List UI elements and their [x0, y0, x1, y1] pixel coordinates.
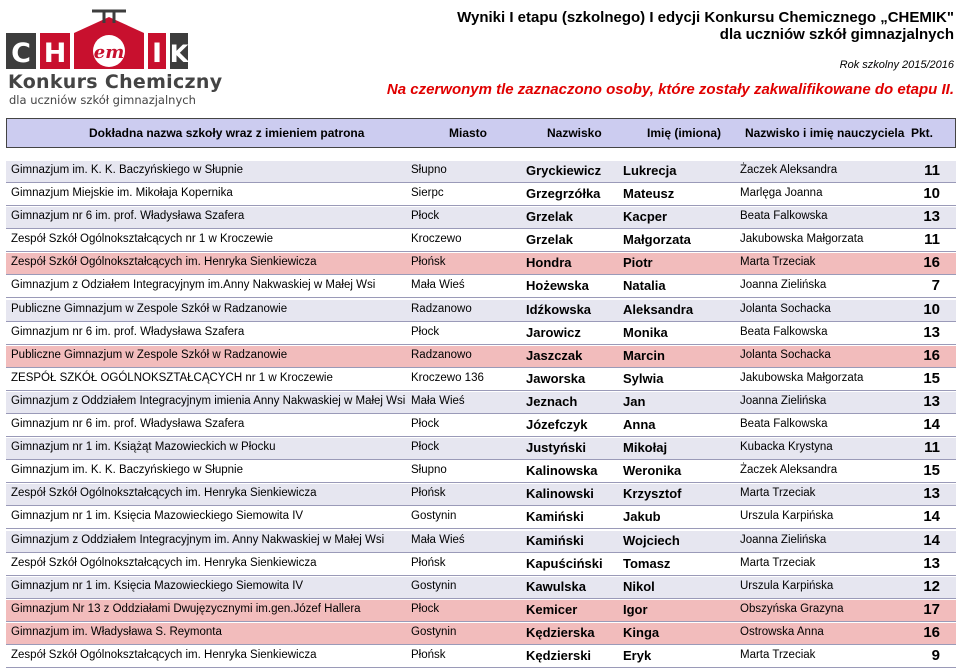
table-row	[6, 461, 956, 483]
surname-cell: Kamiński	[526, 509, 584, 525]
surname-cell: Kawulska	[526, 578, 586, 594]
points-cell: 13	[923, 392, 940, 410]
logo-letter-h: H	[43, 38, 67, 69]
teacher-cell: Jolanta Sochacka	[740, 302, 831, 315]
city-cell: Płock	[411, 418, 440, 431]
school-cell: Gimnazjum im. K. K. Baczyńskiego w Słupnie	[11, 164, 244, 176]
city-cell: Radzanowo	[411, 302, 472, 315]
school-cell: Gimnazjum z Oddziałem Integracyjnym im. Anny Nakwaskiej w Małej Wsi	[11, 533, 385, 546]
city-cell: Kroczewo 136	[411, 371, 484, 384]
name-cell: Weronika	[623, 463, 682, 479]
points-cell: 13	[923, 323, 940, 341]
teacher-cell: Marta Trzeciak	[740, 556, 816, 569]
points-cell: 15	[923, 462, 940, 480]
logo-letter-em: em	[93, 42, 125, 63]
surname-cell: Grzelak	[526, 232, 573, 248]
teacher-cell: Joanna Zielińska	[740, 279, 827, 292]
table-row	[6, 438, 956, 460]
col-teacher: Nazwisko i imię nauczyciela	[745, 126, 905, 140]
table-row	[6, 230, 956, 252]
teacher-cell: Ostrowska Anna	[740, 625, 824, 638]
teacher-cell: Jakubowska Małgorzata	[740, 233, 864, 246]
name-cell: Aleksandra	[623, 301, 694, 317]
surname-cell: Justyński	[526, 440, 586, 456]
name-cell: Monika	[623, 324, 668, 340]
surname-cell: Jarowicz	[526, 324, 581, 340]
table-row	[6, 646, 956, 668]
name-cell: Tomasz	[623, 555, 671, 571]
surname-cell: Grzelak	[526, 209, 573, 225]
school-cell: Zespół Szkół Ogólnokształcących im. Henryka Sienkiewicza	[11, 256, 317, 269]
school-cell: ZESPÓŁ SZKÓŁ OGÓLNOKSZTAŁCĄCYCH nr 1 w Kroczewie	[11, 371, 333, 384]
surname-cell: Kemicer	[526, 601, 578, 617]
points-cell: 13	[923, 554, 940, 572]
teacher-cell: Urszula Karpińska	[740, 510, 834, 523]
table-row	[6, 207, 956, 229]
teacher-cell: Jakubowska Małgorzata	[740, 371, 864, 384]
teacher-cell: Marta Trzeciak	[740, 648, 816, 661]
logo-letters	[4, 3, 190, 71]
school-cell: Publiczne Gimnazjum w Zespole Szkół w Radzanowie	[11, 302, 288, 315]
city-cell: Mała Wieś	[411, 533, 465, 546]
surname-cell: Kędzierska	[526, 624, 595, 640]
school-cell: Gimnazjum nr 6 im. prof. Władysława Szafera	[11, 210, 245, 223]
name-cell: Krzysztof	[623, 486, 682, 502]
points-cell: 16	[923, 254, 940, 272]
page-title	[457, 9, 954, 43]
logo-letter-c: C	[11, 38, 31, 69]
city-cell: Płock	[411, 441, 440, 454]
name-cell: Małgorzata	[623, 232, 691, 248]
table-row	[6, 554, 956, 576]
surname-cell: Kędzierski	[526, 647, 592, 663]
school-cell: Gimnazjum nr 1 im. Książąt Mazowieckich w Płocku	[11, 441, 276, 454]
school-cell: Gimnazjum nr 6 im. prof. Władysława Szafera	[11, 325, 245, 338]
name-cell: Jan	[623, 393, 646, 409]
city-cell: Płońsk	[411, 256, 446, 269]
logo-letter-k: K	[169, 40, 189, 68]
table-row	[6, 531, 956, 553]
chemik-logo	[4, 3, 223, 107]
name-cell: Jakub	[623, 509, 661, 525]
points-cell: 16	[923, 623, 940, 641]
city-cell: Mała Wieś	[411, 394, 465, 407]
teacher-cell: Żaczek Aleksandra	[740, 164, 838, 176]
name-cell: Anna	[623, 417, 656, 433]
city-cell: Sierpc	[411, 187, 444, 200]
table-row-qualified	[6, 346, 956, 368]
logo-letter-i: I	[151, 38, 163, 69]
teacher-cell: Jolanta Sochacka	[740, 348, 831, 361]
surname-cell: Idźkowska	[526, 301, 592, 317]
table-row	[6, 507, 956, 529]
name-cell: Natalia	[623, 278, 666, 294]
points-cell: 14	[923, 416, 940, 434]
teacher-cell: Obszyńska Grazyna	[740, 602, 844, 615]
name-cell: Nikol	[623, 578, 655, 594]
teacher-cell: Beata Falkowska	[740, 210, 828, 223]
name-cell: Wojciech	[623, 532, 680, 548]
teacher-cell: Marta Trzeciak	[740, 487, 816, 500]
col-school: Dokładna nazwa szkoły wraz z imieniem patrona	[89, 126, 365, 140]
city-cell: Kroczewo	[411, 233, 462, 246]
surname-cell: Jeznach	[526, 393, 578, 409]
table-row-qualified	[6, 600, 956, 622]
points-cell: 16	[923, 346, 940, 364]
school-cell: Zespół Szkół Ogólnokształcących im. Henryka Sienkiewicza	[11, 487, 317, 500]
city-cell: Płock	[411, 602, 440, 615]
table-row	[6, 369, 956, 391]
title-line-2: dla uczniów szkół gimnazjalnych	[719, 26, 954, 43]
points-cell: 14	[923, 508, 940, 526]
name-cell: Piotr	[623, 255, 653, 271]
school-cell: Gimnazjum im. K. K. Baczyńskiego w Słupnie	[11, 464, 244, 477]
name-cell: Lukrecja	[623, 163, 677, 178]
table-row	[6, 323, 956, 345]
school-year: Rok szkolny 2015/2016	[839, 59, 954, 71]
col-name: Imię (imiona)	[647, 126, 722, 140]
points-cell: 11	[924, 162, 940, 179]
city-cell: Płońsk	[411, 648, 446, 661]
col-city: Miasto	[449, 126, 488, 140]
table-row	[6, 161, 956, 183]
title-line-1: Wyniki I etapu (szkolnego) I edycji Konkursu Chemicznego „CHEMIK"	[457, 9, 954, 26]
points-cell: 14	[923, 531, 940, 549]
surname-cell: Kalinowska	[526, 463, 598, 479]
school-cell: Zespół Szkół Ogólnokształcących im. Henryka Sienkiewicza	[11, 648, 317, 661]
points-cell: 13	[923, 208, 940, 226]
surname-cell: Hożewska	[526, 278, 589, 294]
school-cell: Zespół Szkół Ogólnokształcących im. Henryka Sienkiewicza	[11, 556, 317, 569]
results-table	[6, 161, 956, 669]
city-cell: Słupno	[411, 164, 447, 176]
city-cell: Słupno	[411, 464, 447, 477]
teacher-cell: Joanna Zielińska	[740, 533, 827, 546]
name-cell: Mikołaj	[623, 440, 668, 456]
city-cell: Płońsk	[411, 487, 446, 500]
surname-cell: Jaworska	[526, 370, 586, 386]
name-cell: Kinga	[623, 624, 660, 640]
table-row-qualified	[6, 623, 956, 645]
table-row-qualified	[6, 253, 956, 275]
surname-cell: Jaszczak	[526, 347, 583, 363]
points-cell: 12	[923, 577, 940, 595]
city-cell: Gostynin	[411, 579, 457, 592]
table-row	[6, 415, 956, 437]
school-cell: Gimnazjum im. Władysława S. Reymonta	[11, 625, 222, 638]
points-cell: 15	[923, 369, 940, 387]
table-row	[6, 577, 956, 599]
name-cell: Igor	[623, 601, 648, 617]
table-row	[6, 184, 956, 206]
points-cell: 7	[931, 277, 940, 295]
surname-cell: Hondra	[526, 255, 572, 271]
teacher-cell: Marta Trzeciak	[740, 256, 816, 269]
surname-cell: Grzegrzółka	[526, 186, 601, 202]
school-cell: Gimnazjum nr 1 im. Księcia Mazowieckiego Siemowita IV	[11, 510, 304, 523]
points-cell: 9	[931, 646, 940, 664]
col-points: Pkt.	[911, 126, 934, 140]
school-cell: Gimnazjum nr 6 im. prof. Władysława Szafera	[11, 418, 245, 431]
school-cell: Gimnazjum nr 1 im. Księcia Mazowieckiego Siemowita IV	[11, 579, 304, 592]
city-cell: Gostynin	[411, 625, 457, 638]
points-cell: 13	[923, 485, 940, 503]
points-cell: 11	[924, 439, 940, 457]
surname-cell: Gryckiewicz	[526, 163, 602, 178]
teacher-cell: Urszula Karpińska	[740, 579, 834, 592]
city-cell: Płock	[411, 210, 440, 223]
name-cell: Kacper	[623, 209, 668, 225]
table-row	[6, 484, 956, 506]
school-cell: Publiczne Gimnazjum w Zespole Szkół w Radzanowie	[11, 348, 288, 361]
points-cell: 11	[924, 231, 940, 249]
teacher-cell: Beata Falkowska	[740, 418, 828, 431]
table-row	[6, 276, 956, 298]
city-cell: Radzanowo	[411, 348, 472, 361]
teacher-cell: Beata Falkowska	[740, 325, 828, 338]
table-row	[6, 300, 956, 322]
table-row	[6, 392, 956, 414]
points-cell: 17	[923, 600, 940, 618]
table-header	[6, 118, 956, 148]
school-cell: Gimnazjum z Odziałem Integracyjnym im.Anny Nakwaskiej w Małej Wsi	[11, 279, 376, 292]
school-cell: Gimnazjum Nr 13 z Oddziałami Dwujęzycznymi im.gen.Józef Hallera	[11, 602, 361, 615]
city-cell: Płońsk	[411, 556, 446, 569]
teacher-cell: Żaczek Aleksandra	[740, 464, 838, 477]
col-surname: Nazwisko	[547, 126, 602, 140]
logo-tagline: dla uczniów szkół gimnazjalnych	[9, 93, 196, 107]
points-cell: 10	[923, 300, 940, 318]
surname-cell: Kamiński	[526, 532, 584, 548]
city-cell: Gostynin	[411, 510, 457, 523]
qualification-note: Na czerwonym tle zaznaczono osoby, które zostały zakwalifikowane do etapu II.	[386, 81, 954, 98]
school-cell: Zespół Szkół Ogólnokształcących nr 1 w Kroczewie	[11, 233, 274, 246]
name-cell: Eryk	[623, 647, 652, 663]
name-cell: Sylwia	[623, 370, 664, 386]
teacher-cell: Kubacka Krystyna	[740, 441, 833, 454]
surname-cell: Kapuściński	[526, 555, 603, 571]
surname-cell: Józefczyk	[526, 417, 588, 433]
school-cell: Gimnazjum Miejskie im. Mikołaja Kopernika	[11, 187, 233, 200]
points-cell: 10	[923, 185, 940, 203]
city-cell: Płock	[411, 325, 440, 338]
city-cell: Mała Wieś	[411, 279, 465, 292]
name-cell: Marcin	[623, 347, 665, 363]
surname-cell: Kalinowski	[526, 486, 594, 502]
school-cell: Gimnazjum z Oddziałem Integracyjnym imienia Anny Nakwaskiej w Małej Wsi	[11, 394, 406, 407]
teacher-cell: Marlęga Joanna	[740, 187, 823, 200]
logo-title: Konkurs Chemiczny	[8, 71, 223, 93]
name-cell: Mateusz	[623, 186, 675, 202]
teacher-cell: Joanna Zielińska	[740, 394, 827, 407]
